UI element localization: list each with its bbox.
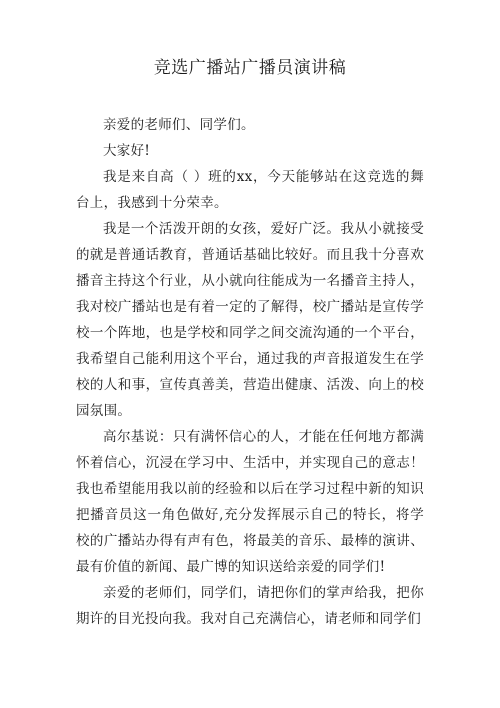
paragraph-closing: 亲爱的老师们，同学们，请把你们的掌声给我，把你期许的目光投向我。我对自己充满信心，请老师和同学们 [76,585,424,627]
document-body [76,112,424,632]
paragraph-greeting: 亲爱的老师们、同学们。 [103,117,255,133]
document-title: 竞选广播站广播员演讲稿 [153,58,347,78]
paragraph-quote: 高尔基说：只有满怀信心的人，才能在任何地方都满怀着信心，沉浸在学习中、生活中，并实现自己的意志！我也希望能用我以前的经验和以后在学习过程中新的知识把播音员这一角色做好,充分发挥展示自己的特长，将学校的广播站办得有声有色，将最美的音乐、最棒的演讲、最有价值的新闻、最广博的知识送给亲爱的同学们! [76,429,424,575]
paragraph-self-description: 我是一个活泼开朗的女孩，爱好广泛。我从小就接受的就是普通话教育，普通话基础比较好。而且我十分喜欢播音主持这个行业，从小就向往能成为一名播音主持人，我对校广播站也是有着一定的了解得，校广播站是宣传学校一个阵地，也是学校和同学之间交流沟通的一个平台，我希望自己能利用这个平台，通过我的声音报道发生在学校的人和事，宣传真善美，营造出健康、活泼、向上的校园氛围。 [76,221,424,419]
paragraph-hello: 大家好! [103,143,151,159]
paragraph-intro: 我是来自高（ ）班的xx，今天能够站在这竞选的舞台上，我感到十分荣幸。 [76,169,424,211]
